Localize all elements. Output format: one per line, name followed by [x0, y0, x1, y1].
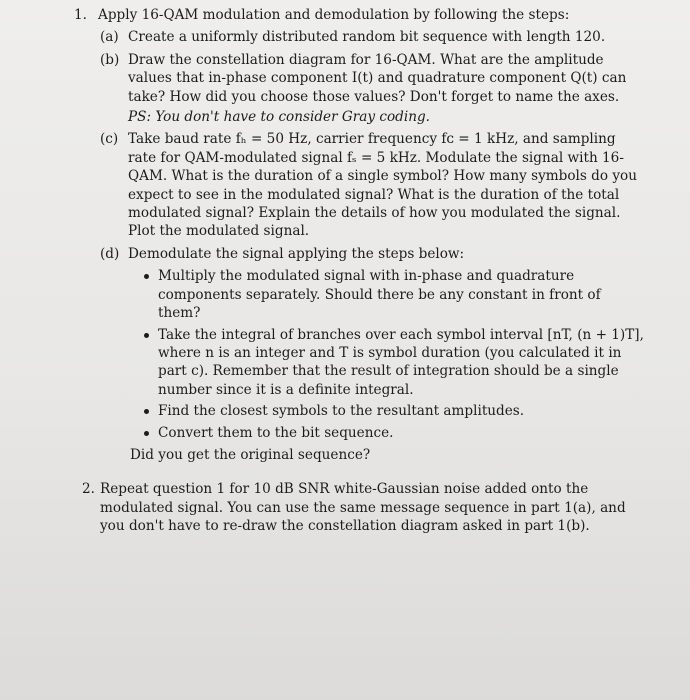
list-item: Convert them to the bit sequence. — [158, 424, 644, 442]
part-d-closing-question: Did you get the original sequence? — [130, 446, 371, 463]
question-1-title: Apply 16-QAM modulation and demodulation by following the steps: — [98, 7, 570, 23]
part-a — [82, 28, 644, 46]
demodulation-steps-list — [82, 267, 644, 442]
part-d-text: Demodulate the signal applying the steps below: — [128, 245, 465, 262]
part-b-text: Draw the constellation diagram for 16-QAM. What are the amplitude values that in-phase component I(t) and quadrature component Q(t) can take? How did you choose those values? Don't forget to name the axes. — [128, 51, 627, 105]
question-1-number: 1. — [74, 7, 87, 23]
list-item: Find the closest symbols to the resultant amplitudes. — [158, 402, 644, 420]
part-d — [82, 245, 644, 263]
part-c-text: Take baud rate fₕ = 50 Hz, carrier frequency fᴄ = 1 kHz, and sampling rate for QAM-modulated signal fₛ = 5 kHz. Modulate the signal with 16-QAM. What is the duration of a single symbol? How many symbols do you expect to see in the modulated signal? What is the duration of the total modulated signal? Explain the details of how you modulated the signal. Plot the modulated signal. — [128, 131, 637, 240]
part-b — [82, 51, 644, 106]
question-2-text: Repeat question 1 for 10 dB SNR white-Gaussian noise added onto the modulated signal. You can use the same message sequence in part 1(a), and you don't have to re-draw the constellation diagram asked in part 1(b). — [100, 481, 626, 535]
part-c — [82, 130, 644, 240]
part-b-ps-note: PS: You don't have to consider Gray coding. — [128, 109, 430, 126]
list-item: Take the integral of branches over each symbol interval [nT, (n + 1)T], where n is an integer and T is symbol duration (you calculated it in part c). Remember that the result of integration should be a single number since it is a definite integral. — [158, 326, 644, 398]
list-item: Multiply the modulated signal with in-phase and quadrature components separately. Should there be any constant in front of them? — [158, 267, 644, 322]
question-2-number: 2. — [82, 481, 95, 498]
part-d-label: (d) — [100, 245, 120, 262]
part-a-text: Create a uniformly distributed random bit sequence with length 120. — [128, 29, 606, 46]
part-c-label: (c) — [100, 131, 119, 148]
question-2 — [82, 480, 644, 535]
part-b-label: (b) — [100, 51, 120, 68]
question-1 — [74, 6, 644, 464]
part-a-label: (a) — [100, 29, 119, 46]
